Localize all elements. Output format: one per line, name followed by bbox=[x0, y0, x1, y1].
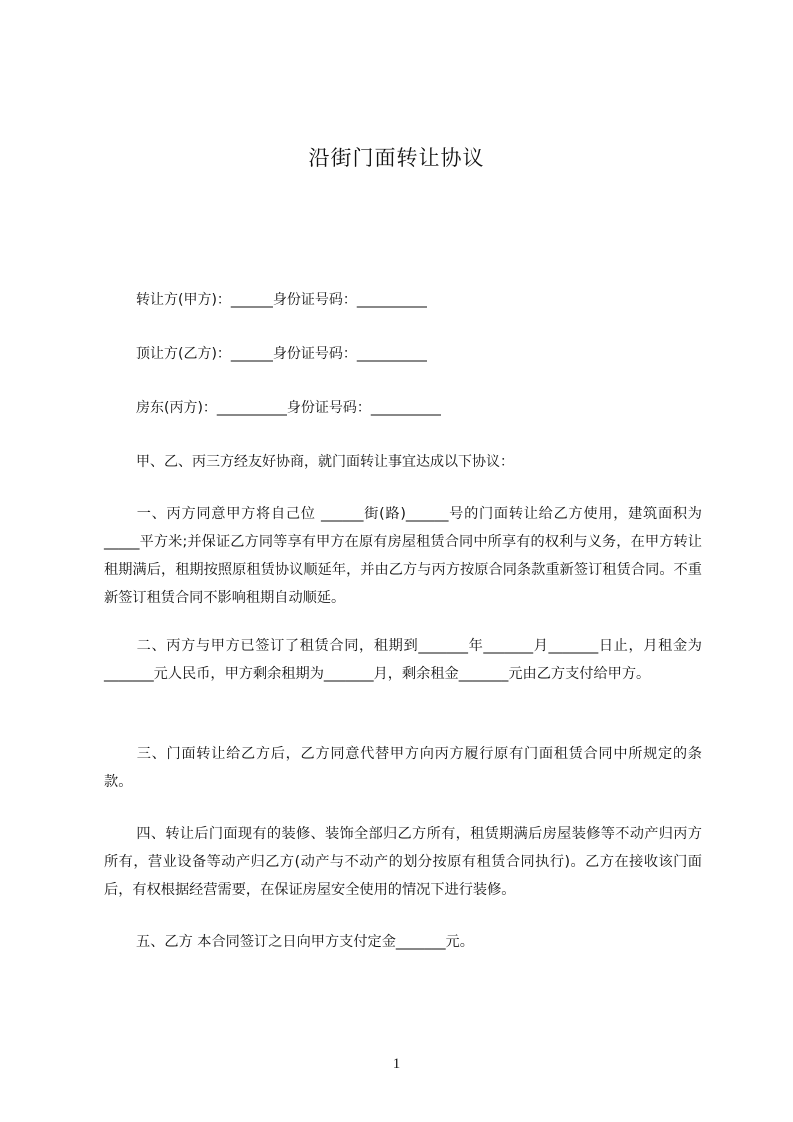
clause-2-text: 二、丙方与甲方已签订了租赁合同，租期到_______年_______月_______日止，月租金为_______元人民币，甲方剩余租期为_______月，剩余租金_______元由乙方支付给甲方。 bbox=[104, 638, 702, 682]
clause-1 bbox=[104, 500, 702, 612]
clause-3 bbox=[104, 740, 702, 796]
page-number: 1 bbox=[392, 1056, 401, 1072]
clause-3-text: 三、门面转让给乙方后，乙方同意代替甲方向丙方履行原有门面租赁合同中所规定的条款。 bbox=[104, 746, 702, 790]
party-a-line: 转让方(甲方)：______身份证号码：__________ bbox=[136, 292, 427, 308]
party-b-line: 顶让方(乙方)：______身份证号码：__________ bbox=[136, 346, 427, 362]
intro-text: 甲、乙、丙三方经友好协商，就门面转让事宜达成以下协议： bbox=[136, 454, 514, 470]
clause-4-text: 四、转让后门面现有的装修、装饰全部归乙方所有，租赁期满后房屋装修等不动产归丙方所有，营业设备等动产归乙方(动产与不动产的划分按原有租赁合同执行)。乙方在接收该门面后，有权根据经营需要，在保证房屋安全使用的情况下进行装修。 bbox=[104, 826, 702, 898]
clause-2 bbox=[104, 632, 702, 688]
document-title: 沿街门面转让协议 bbox=[308, 146, 485, 170]
clause-5 bbox=[104, 928, 702, 956]
clause-1-text: 一、丙方同意甲方将自己位 ______街(路)______号的门面转让给乙方使用，建筑面积为_____平方米;并保证乙方同等享有甲方在原有房屋租赁合同中所享有的权利与义务，在甲方转让租期满后，租期按照原租赁协议顺延年，并由乙方与丙方按原合同条款重新签订租赁合同。不重新签订租赁合同不影响租期自动顺延。 bbox=[104, 506, 702, 606]
clause-5-text: 五、乙方 本合同签订之日向甲方支付定金_______元。 bbox=[136, 934, 474, 950]
clause-4 bbox=[104, 820, 702, 904]
party-c-line: 房东(丙方)：__________身份证号码：__________ bbox=[136, 400, 441, 416]
